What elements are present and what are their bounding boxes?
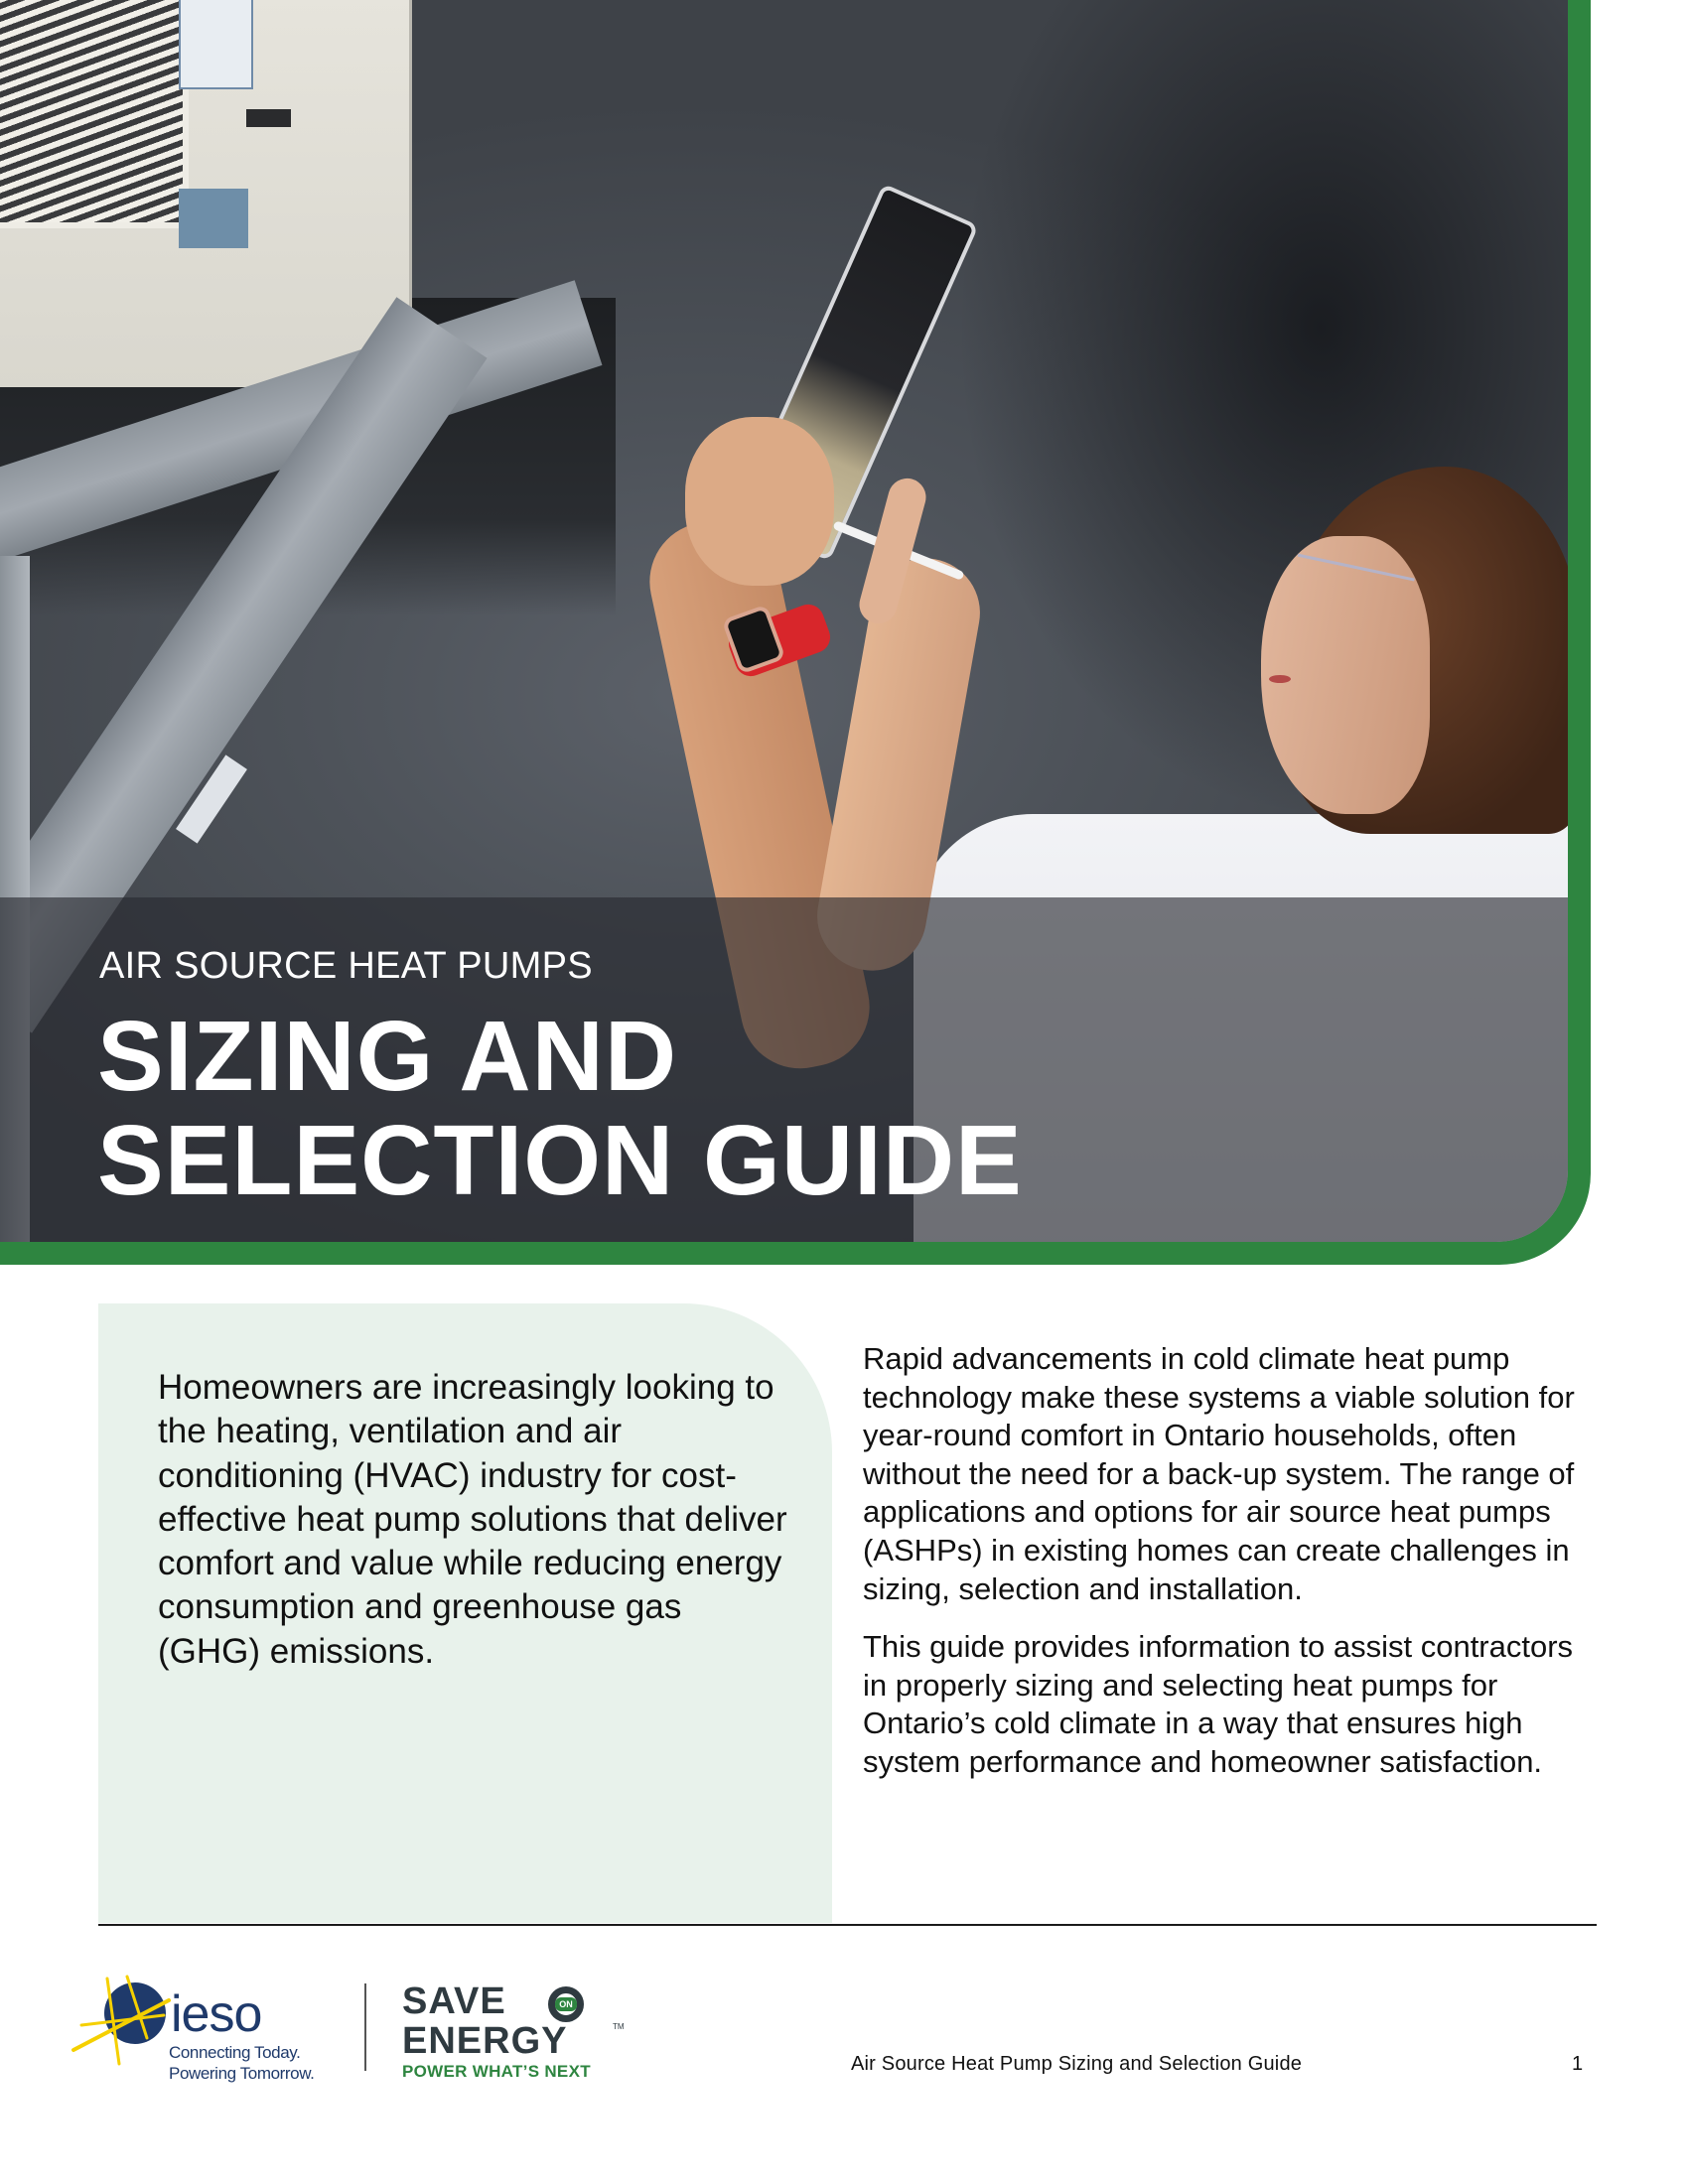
hero-subtitle: AIR SOURCE HEAT PUMPS (99, 945, 593, 987)
ieso-tagline-line-1: Connecting Today. (169, 2043, 301, 2062)
page-title-line-1: SIZING AND (97, 1001, 678, 1112)
person-lips (1269, 675, 1291, 683)
page-title-line-2: SELECTION GUIDE (97, 1105, 1023, 1216)
logo-separator (364, 1983, 366, 2071)
footer-divider (98, 1924, 1597, 1926)
fan-grille (0, 0, 189, 228)
unit-nameplate (246, 109, 291, 127)
heat-pump-unit-illustration (0, 0, 412, 387)
unit-sticker (179, 189, 248, 248)
footer-document-title: Air Source Heat Pump Sizing and Selection Guide (851, 2053, 1303, 2075)
soe-energy-word: ENERGY (402, 2020, 568, 2062)
person-hand (685, 417, 834, 586)
soe-on-badge: ON (555, 1997, 577, 2011)
soe-tagline: POWER WHAT’S NEXT (402, 2062, 591, 2081)
soe-save-word: SAVE (402, 1980, 506, 2022)
ieso-tagline (169, 2042, 315, 2084)
body-column (863, 1340, 1598, 1782)
soe-trademark: TM (613, 2022, 625, 2031)
ieso-logo (70, 1971, 338, 2095)
page-title (97, 1001, 1023, 1216)
ieso-star-icon (70, 1971, 179, 2080)
unit-label (179, 0, 253, 89)
body-paragraph-2: This guide provides information to assist contractors in properly sizing and selecting heat pumps for Ontario’s cold climate in a way that ensures high system performance and homeowner satisfaction. (863, 1629, 1574, 1779)
intro-callout-text: Homeowners are increasingly looking to the heating, ventilation and air conditioning (HVAC) industry for cost-effective heat pump solutions that deliver comfort and value while reducing energy consumption and greenhouse gas (GHG) emissions. (158, 1368, 787, 1671)
body-paragraph-1: Rapid advancements in cold climate heat pump technology make these systems a viable solution for year-round comfort in Ontario households, often without the need for a back-up system. The range of applications and options for air source heat pumps (ASHPs) in existing homes can create challenges in sizing, selection and installation. (863, 1341, 1575, 1606)
ieso-tagline-line-2: Powering Tomorrow. (169, 2064, 315, 2083)
page-number: 1 (1572, 2053, 1584, 2075)
ieso-wordmark: ieso (171, 1985, 262, 2043)
save-on-energy-logo (402, 1980, 631, 2080)
